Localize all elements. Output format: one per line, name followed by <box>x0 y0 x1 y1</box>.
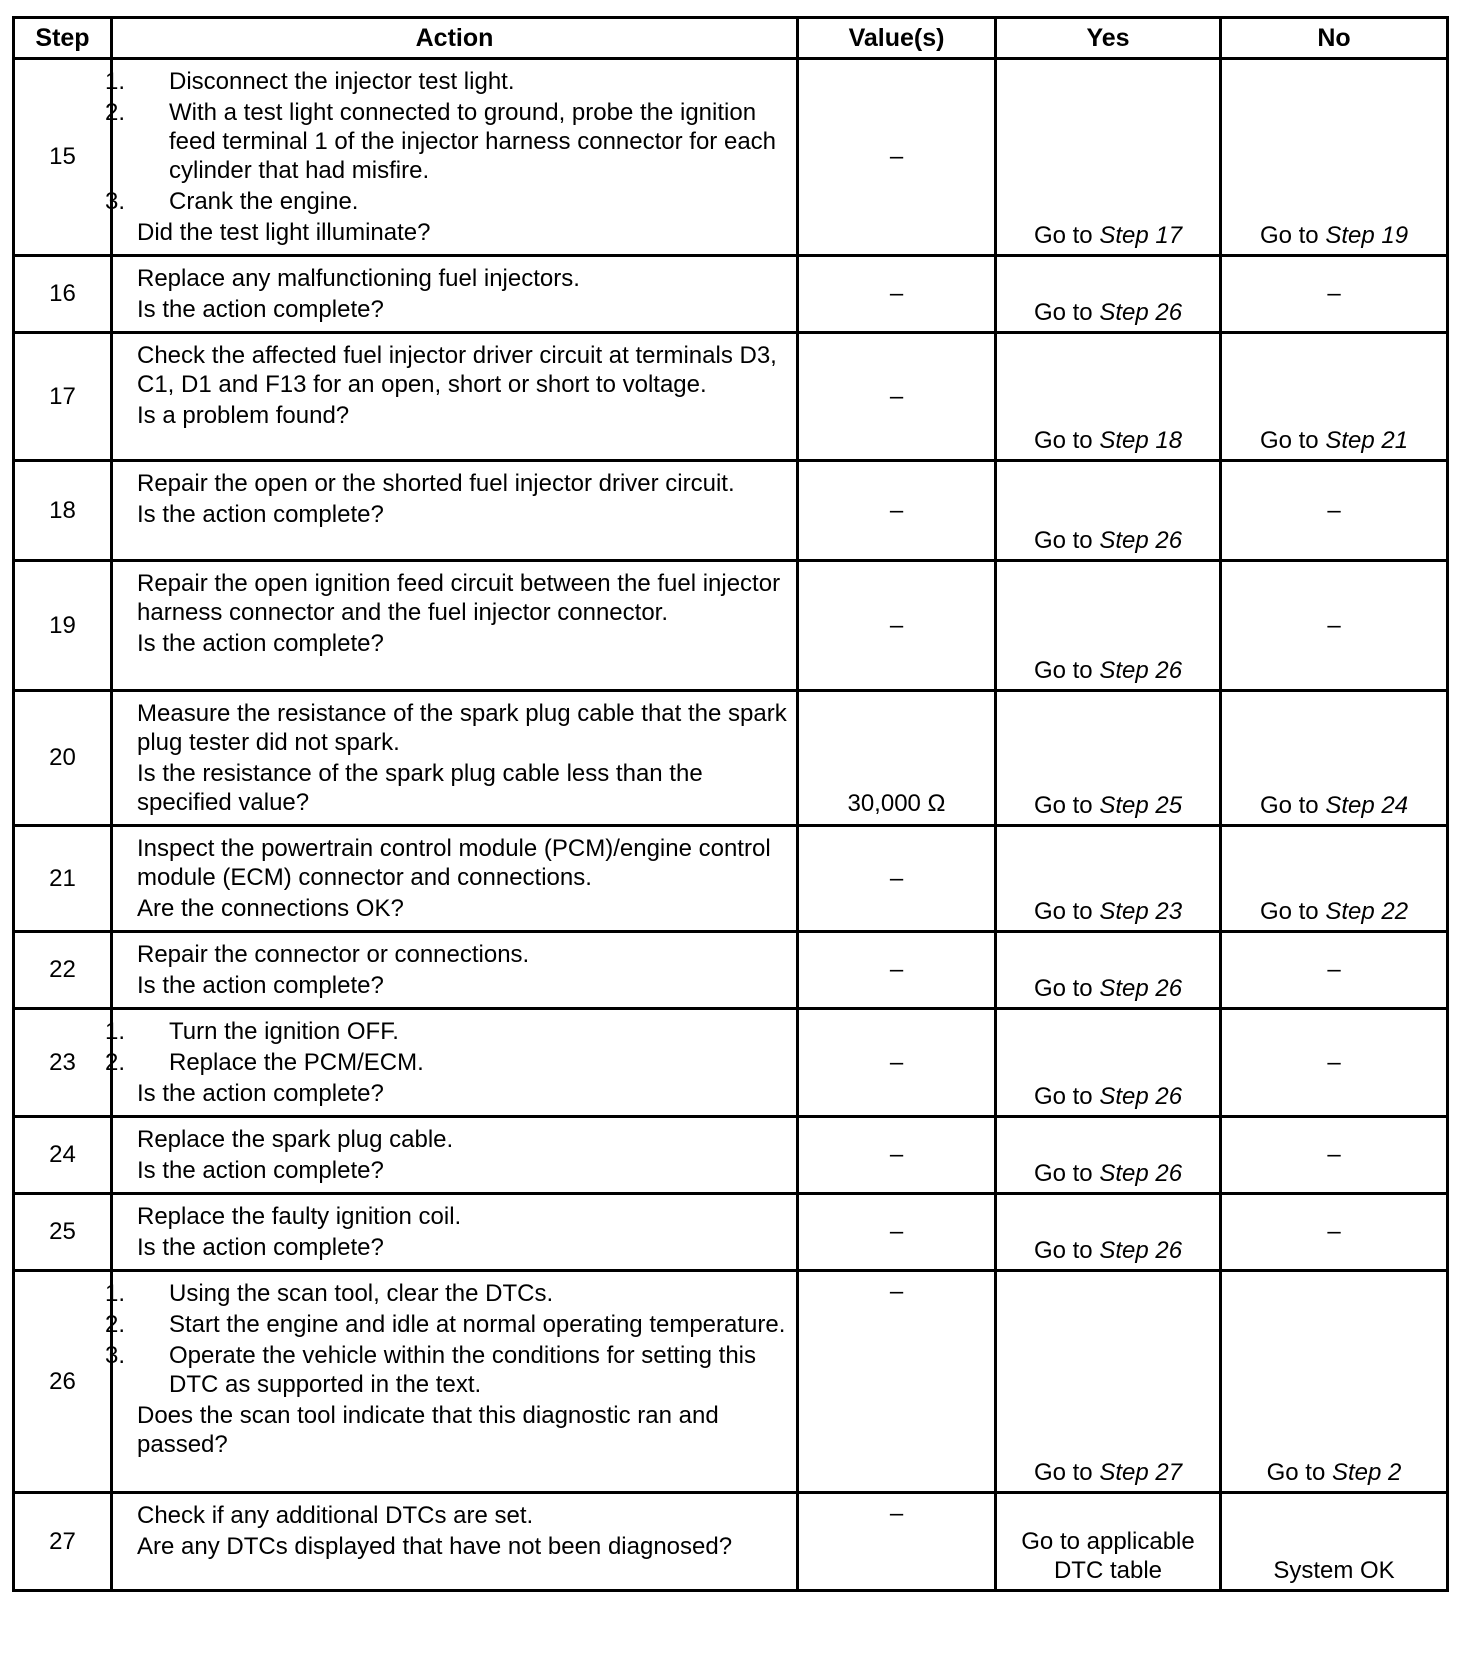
yes-goto-prefix: Go to <box>1033 222 1100 249</box>
action-step-number: 3. <box>105 1342 126 1369</box>
action-step-text: Crank the engine. <box>169 188 359 215</box>
step-number: 16 <box>14 256 112 333</box>
action-text <box>137 1156 788 1185</box>
header-yes: Yes <box>996 18 1221 59</box>
action-step-text: Repair the open ignition feed circuit between the fuel injector harness connector and the fuel injector connector. <box>137 570 781 626</box>
yes-goto-prefix: Go to <box>1033 527 1100 554</box>
no-cell <box>1221 691 1448 826</box>
no-goto-prefix: Go to <box>1259 222 1326 249</box>
no-text: – <box>1327 1048 1341 1076</box>
action-cell <box>105 59 798 256</box>
action-cell <box>105 1009 798 1117</box>
action-cell <box>112 256 798 333</box>
action-step-text: Does the scan tool indicate that this diagnostic ran and passed? <box>137 1402 719 1458</box>
yes-goto-step-link: Step 25 <box>1099 792 1183 819</box>
yes-cell <box>996 461 1221 561</box>
action-step-text: Turn the ignition OFF. <box>169 1018 399 1045</box>
yes-goto-step-link: Step 17 <box>1099 222 1183 249</box>
yes-cell <box>996 59 1221 256</box>
yes-text: Go to applicable DTC table <box>1021 1528 1195 1584</box>
yes-cell <box>996 256 1221 333</box>
no-cell <box>1221 1493 1448 1591</box>
no-text: – <box>1327 1218 1341 1245</box>
action-step-text: Are the connections OK? <box>137 895 404 922</box>
table-row <box>14 59 1448 256</box>
action-text <box>137 1233 788 1262</box>
action-numbered-step <box>105 1341 788 1399</box>
yes-goto-prefix: Go to <box>1033 1459 1100 1486</box>
action-step-text: Replace the spark plug cable. <box>137 1126 454 1153</box>
step-number: 19 <box>14 561 112 691</box>
step-number: 22 <box>14 932 112 1009</box>
no-cell <box>1221 1194 1448 1271</box>
action-numbered-step <box>105 1017 788 1046</box>
table-row <box>14 461 1448 561</box>
action-text <box>137 569 788 627</box>
step-number: 27 <box>14 1493 112 1591</box>
action-text <box>137 1532 788 1561</box>
yes-goto-step-link: Step 26 <box>1099 657 1183 684</box>
action-step-number: 3. <box>105 188 126 215</box>
step-number: 24 <box>14 1117 112 1194</box>
no-cell <box>1221 1117 1448 1194</box>
step-number: 21 <box>14 826 112 932</box>
yes-goto-prefix: Go to <box>1033 1237 1100 1264</box>
action-step-text: Is a problem found? <box>137 402 350 429</box>
no-cell <box>1221 826 1448 932</box>
action-text <box>137 629 788 658</box>
no-cell <box>1221 59 1448 256</box>
action-text <box>137 971 788 1000</box>
action-text <box>137 1202 788 1231</box>
value-cell: – <box>798 826 996 932</box>
action-text <box>137 341 788 399</box>
yes-goto-step-link: Step 26 <box>1099 299 1183 326</box>
yes-goto-step-link: Step 27 <box>1099 1459 1183 1486</box>
yes-goto-step-link: Step 26 <box>1099 975 1183 1002</box>
action-text <box>137 469 788 498</box>
table-row <box>14 932 1448 1009</box>
no-cell <box>1221 561 1448 691</box>
action-step-text: Replace the PCM/ECM. <box>169 1049 424 1076</box>
value-cell: – <box>798 1194 996 1271</box>
yes-cell <box>996 691 1221 826</box>
action-numbered-step <box>105 1279 788 1308</box>
yes-goto-prefix: Go to <box>1033 1083 1100 1110</box>
no-cell <box>1221 461 1448 561</box>
action-step-text: Is the action complete? <box>137 1234 384 1261</box>
header-action: Action <box>112 18 798 59</box>
action-step-text: Repair the open or the shorted fuel injector driver circuit. <box>137 470 735 497</box>
action-step-text: Is the action complete? <box>137 1157 384 1184</box>
yes-goto-step-link: Step 26 <box>1099 527 1183 554</box>
action-cell <box>105 1271 798 1493</box>
no-cell <box>1221 932 1448 1009</box>
table-row <box>14 1117 1448 1194</box>
action-cell <box>112 932 798 1009</box>
value-cell: – <box>798 1009 996 1117</box>
action-numbered-step <box>105 187 788 216</box>
yes-goto-prefix: Go to <box>1033 657 1100 684</box>
no-goto-prefix: Go to <box>1259 427 1326 454</box>
action-step-text: Repair the connector or connections. <box>137 941 530 968</box>
yes-cell <box>996 1117 1221 1194</box>
table-row <box>14 256 1448 333</box>
action-step-number: 1. <box>105 1280 126 1307</box>
no-goto-step-link: Step 24 <box>1325 792 1409 819</box>
action-cell <box>112 333 798 461</box>
table-row <box>14 691 1448 826</box>
action-numbered-step <box>105 67 788 96</box>
action-step-text: Is the action complete? <box>137 1080 384 1107</box>
yes-goto-step-link: Step 26 <box>1099 1160 1183 1187</box>
action-step-text: Replace any malfunctioning fuel injectors. <box>137 265 580 292</box>
value-cell: – <box>798 256 996 333</box>
action-text <box>137 699 788 757</box>
no-cell <box>1221 1009 1448 1117</box>
action-step-number: 2. <box>105 99 126 126</box>
yes-goto-prefix: Go to <box>1033 898 1100 925</box>
action-text <box>137 1079 788 1108</box>
action-step-text: Did the test light illuminate? <box>137 219 431 246</box>
action-cell <box>112 1493 798 1591</box>
diagnostic-table <box>12 16 1449 1592</box>
action-text <box>137 1401 788 1459</box>
value-cell: – <box>798 561 996 691</box>
action-text <box>137 401 788 430</box>
step-number: 20 <box>14 691 112 826</box>
table-body <box>14 59 1448 1591</box>
value-cell: 30,000 Ω <box>798 691 996 826</box>
action-step-text: Start the engine and idle at normal operating temperature. <box>169 1311 786 1338</box>
action-step-text: Operate the vehicle within the conditions for setting this DTC as supported in the text. <box>169 1342 756 1398</box>
value-cell: – <box>798 461 996 561</box>
yes-goto-step-link: Step 18 <box>1099 427 1183 454</box>
action-step-text: Are any DTCs displayed that have not been diagnosed? <box>137 1533 733 1560</box>
action-text <box>137 940 788 969</box>
yes-cell <box>996 1271 1221 1493</box>
action-step-text: With a test light connected to ground, probe the ignition feed terminal 1 of the injector harness connector for each cylinder that had misfire. <box>169 99 777 184</box>
no-goto-prefix: Go to <box>1259 792 1326 819</box>
action-step-text: Is the action complete? <box>137 630 384 657</box>
table-row <box>14 1194 1448 1271</box>
value-cell: – <box>798 932 996 1009</box>
no-goto-step-link: Step 19 <box>1325 222 1409 249</box>
no-cell <box>1221 256 1448 333</box>
action-text <box>137 1125 788 1154</box>
header-step: Step <box>14 18 112 59</box>
table-row <box>14 561 1448 691</box>
action-text <box>137 500 788 529</box>
yes-goto-step-link: Step 26 <box>1099 1083 1183 1110</box>
action-step-number: 1. <box>105 68 126 95</box>
action-text <box>137 759 788 817</box>
no-goto-prefix: Go to <box>1259 898 1326 925</box>
table-row <box>14 1271 1448 1493</box>
value-cell: – <box>798 59 996 256</box>
action-cell <box>112 561 798 691</box>
action-text <box>137 218 788 247</box>
yes-cell <box>996 826 1221 932</box>
table-row <box>14 1009 1448 1117</box>
action-step-number: 2. <box>105 1311 126 1338</box>
action-cell <box>112 461 798 561</box>
action-step-text: Is the action complete? <box>137 296 384 323</box>
action-numbered-step <box>105 1310 788 1339</box>
header-row <box>14 18 1448 59</box>
no-goto-step-link: Step 21 <box>1325 427 1409 454</box>
table-row <box>14 333 1448 461</box>
yes-goto-prefix: Go to <box>1033 299 1100 326</box>
value-cell: – <box>798 1117 996 1194</box>
yes-cell <box>996 932 1221 1009</box>
yes-goto-prefix: Go to <box>1033 792 1100 819</box>
no-text: System OK <box>1273 1557 1395 1584</box>
action-step-text: Is the action complete? <box>137 501 384 528</box>
no-cell <box>1221 1271 1448 1493</box>
yes-cell <box>996 561 1221 691</box>
yes-goto-prefix: Go to <box>1033 975 1100 1002</box>
step-number: 26 <box>14 1271 112 1493</box>
value-cell: – <box>798 1493 996 1591</box>
action-text <box>137 295 788 324</box>
action-step-number: 2. <box>105 1049 126 1076</box>
action-step-text: Disconnect the injector test light. <box>169 68 515 95</box>
no-text: – <box>1327 1141 1341 1168</box>
yes-goto-prefix: Go to <box>1033 427 1100 454</box>
table-row <box>14 1493 1448 1591</box>
yes-cell <box>996 1009 1221 1117</box>
step-number: 25 <box>14 1194 112 1271</box>
action-step-text: Using the scan tool, clear the DTCs. <box>169 1280 554 1307</box>
action-cell <box>112 826 798 932</box>
step-number: 23 <box>14 1009 112 1117</box>
action-cell <box>112 1117 798 1194</box>
action-step-text: Replace the faulty ignition coil. <box>137 1203 462 1230</box>
yes-cell <box>996 1493 1221 1591</box>
diagnostic-table-container <box>12 16 1446 1592</box>
action-text <box>137 834 788 892</box>
action-step-text: Is the action complete? <box>137 972 384 999</box>
action-step-text: Check if any additional DTCs are set. <box>137 1502 534 1529</box>
action-numbered-step <box>105 98 788 185</box>
action-step-text: Is the resistance of the spark plug cable less than the specified value? <box>137 760 703 816</box>
yes-cell <box>996 1194 1221 1271</box>
value-cell: – <box>798 333 996 461</box>
step-number: 17 <box>14 333 112 461</box>
no-text: – <box>1327 611 1341 639</box>
no-goto-step-link: Step 2 <box>1331 1459 1402 1486</box>
action-cell <box>112 691 798 826</box>
value-cell: – <box>798 1271 996 1493</box>
header-no: No <box>1221 18 1448 59</box>
no-goto-prefix: Go to <box>1266 1459 1332 1486</box>
step-number: 18 <box>14 461 112 561</box>
no-text: – <box>1327 280 1341 307</box>
action-numbered-step <box>105 1048 788 1077</box>
yes-goto-prefix: Go to <box>1033 1160 1100 1187</box>
yes-goto-step-link: Step 23 <box>1099 898 1183 925</box>
table-row <box>14 826 1448 932</box>
action-step-text: Measure the resistance of the spark plug cable that the spark plug tester did not spark. <box>137 700 787 756</box>
action-step-text: Check the affected fuel injector driver circuit at terminals D3, C1, D1 and F13 for an open, short or short to voltage. <box>137 342 777 398</box>
no-goto-step-link: Step 22 <box>1325 898 1409 925</box>
no-cell <box>1221 333 1448 461</box>
yes-goto-step-link: Step 26 <box>1099 1237 1183 1264</box>
action-step-number: 1. <box>105 1018 126 1045</box>
action-text <box>137 1501 788 1530</box>
step-number: 15 <box>14 59 112 256</box>
action-text <box>137 894 788 923</box>
no-text: – <box>1327 496 1341 524</box>
no-text: – <box>1327 956 1341 983</box>
action-cell <box>112 1194 798 1271</box>
yes-cell <box>996 333 1221 461</box>
action-step-text: Inspect the powertrain control module (PCM)/engine control module (ECM) connector and connections. <box>137 835 771 891</box>
header-values: Value(s) <box>798 18 996 59</box>
action-text <box>137 264 788 293</box>
